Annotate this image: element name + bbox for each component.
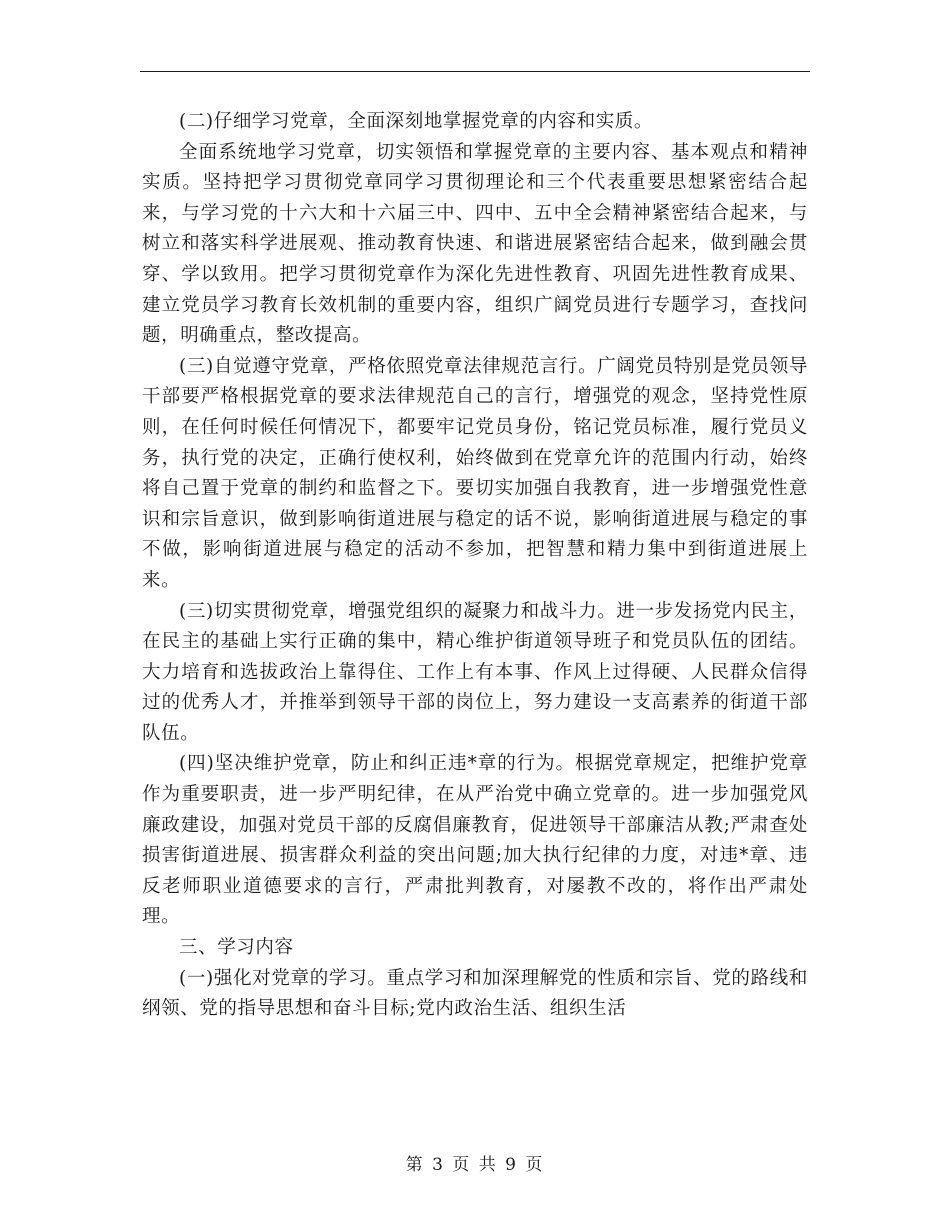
paragraph-strengthen-study: (一)强化对党章的学习。重点学习和加深理解党的性质和宗旨、党的路线和纲领、党的指导思想和奋斗目标;党内政治生活、组织生活 (142, 967, 808, 1020)
paragraph-study-party-constitution: 全面系统地学习党章，切实领悟和掌握党章的主要内容、基本观点和精神实质。坚持把学习贯彻党章同学习贯彻理论和三个代表重要思想紧密结合起来，与学习党的十六大和十六届三中、四中、五中全会精神紧密结合起来，与树立和落实科学进展观、推动教育快速、和谐进展紧密结合起来，做到融会贯穿、学以致用。把学习贯彻党章作为深化先进性教育、巩固先进性教育成果、建立党员学习教育长效机制的重要内容，组织广阔党员进行专题学习，查找问题，明确重点，整改提高。 (142, 141, 808, 347)
body-text (142, 107, 808, 1025)
page-number: 第 3 页 共 9 页 (405, 1155, 545, 1175)
paragraph-uphold-party-constitution: (四)坚决维护党章，防止和纠正违*章的行为。根据党章规定，把维护党章作为重要职责，进一步严明纪律，在从严治党中确立党章的。进一步加强党风廉政建设，加强对党员干部的反腐倡廉教育，促进领导干部廉洁从教;严肃查处损害街道进展、损害群众利益的突出问题;加大执行纪律的力度，对违*章、违反老师职业道德要求的言行，严肃批判教育，对屡教不改的，将作出严肃处理。 (142, 753, 808, 928)
paragraph-section-2-heading: (二)仔细学习党章，全面深刻地掌握党章的内容和实质。 (179, 111, 654, 132)
section-heading-study-content: 三、学习内容 (179, 937, 294, 959)
header-rule (140, 71, 810, 72)
paragraph-observe-party-constitution: (三)自觉遵守党章，严格依照党章法律规范言行。广阔党员特别是党员领导干部要严格根据党章的要求法律规范自己的言行，增强党的观念，坚持党性原则，在任何时候任何情况下，都要牢记党员身份，铭记党员标准，履行党员义务，执行党的决定，正确行使权利，始终做到在党章允许的范围内行动，始终将自己置于党章的制约和监督之下。要切实加强自我教育，进一步增强党性意识和宗旨意识，做到影响街道进展与稳定的话不说，影响街道进展与稳定的事不做，影响街道进展与稳定的活动不参加，把智慧和精力集中到街道进展上来。 (142, 355, 808, 591)
paragraph-implement-party-constitution: (三)切实贯彻党章，增强党组织的凝聚力和战斗力。进一步发扬党内民主，在民主的基础上实行正确的集中，精心维护街道领导班子和党员队伍的团结。大力培育和选拔政治上靠得住、工作上有本事、作风上过得硬、人民群众信得过的优秀人才，并推举到领导干部的岗位上，努力建设一支高素养的街道干部队伍。 (142, 600, 808, 744)
